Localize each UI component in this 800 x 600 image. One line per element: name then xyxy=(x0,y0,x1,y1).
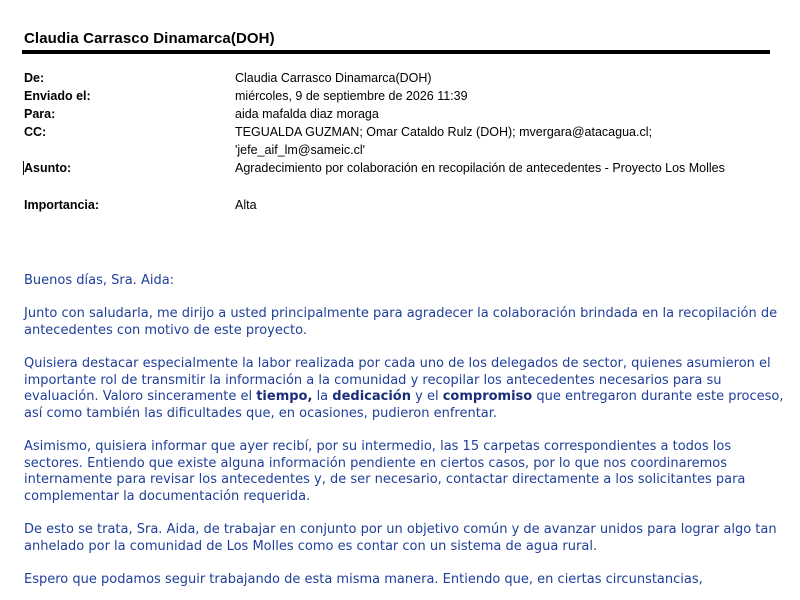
body-paragraph-2 xyxy=(24,356,784,422)
header-cc xyxy=(24,123,772,159)
cc-value-line2: 'jefe_aif_lm@sameic.cl' xyxy=(235,143,366,157)
cc-value-line1: TEGUALDA GUZMAN; Omar Cataldo Rulz (DOH); mvergara@atacagua.cl; xyxy=(235,125,652,139)
p2-text-d: y el xyxy=(411,389,443,405)
cc-label: CC: xyxy=(24,125,47,139)
email-headers xyxy=(24,69,772,214)
p2-text-c: la xyxy=(312,389,333,405)
p2-text-e: que entregaron durante este proceso, así como también las dificultades que, en ocasiones, pudieron enfrentar. xyxy=(24,389,784,421)
p2-bold-dedicacion: dedicación xyxy=(332,389,411,405)
greeting: Buenos días, Sra. Aida: xyxy=(24,273,175,288)
subject-label-text: Asunto: xyxy=(24,161,72,175)
cc-value xyxy=(235,123,772,159)
to-value: aida mafalda diaz moraga xyxy=(235,107,379,121)
from-label: De: xyxy=(24,71,45,85)
sender-title: Claudia Carrasco Dinamarca(DOH) xyxy=(24,30,275,47)
header-sent xyxy=(24,87,772,105)
header-subject xyxy=(24,159,772,177)
header-to xyxy=(24,105,772,123)
sent-label: Enviado el: xyxy=(24,89,91,103)
email-body xyxy=(24,273,784,600)
body-paragraph-1: Junto con saludarla, me dirijo a usted principalmente para agradecer la colaboración brindada en la recopilación de antecedentes con motivo de este proyecto. xyxy=(24,306,778,338)
body-paragraph-4: De esto se trata, Sra. Aida, de trabajar en conjunto por un objetivo común y de avanzar unidos para lograr algo tan anhelado por la comunidad de Los Molles como es contar con un sistema de agua rural. xyxy=(24,521,777,554)
subject-label xyxy=(24,159,235,177)
header-from xyxy=(24,69,772,87)
from-value: Claudia Carrasco Dinamarca(DOH) xyxy=(235,71,432,85)
body-paragraph-3: Asimismo, quisiera informar que ayer recibí, por su intermedio, las 15 carpetas correspondientes a todos los sectores. Entiendo que existe alguna información pendiente en ciertos casos, por lo que nos coordinaremos internamente para revisar los antecedentes y, de ser necesario, contactar directamente a los solicitantes para complementar la documentación requerida. xyxy=(24,438,746,504)
title-divider xyxy=(22,50,770,54)
p2-text-a: Quisiera destacar especialmente la labor realizada por cada uno de los delegados de sector, quienes asumieron el importante rol de transmitir la información a la comunidad y recopilar los antecedentes necesarios para su evaluación. Valoro sinceramente el xyxy=(24,355,771,405)
body-paragraph-5: Espero que podamos seguir trabajando de esta misma manera. Entiendo que, en ciertas circunstancias, xyxy=(24,571,703,587)
importance-label: Importancia: xyxy=(24,198,100,212)
p2-bold-compromiso: compromiso xyxy=(442,389,533,405)
importance-value: Alta xyxy=(235,198,257,212)
p2-bold-tiempo: tiempo, xyxy=(256,389,313,405)
header-importance xyxy=(24,196,772,214)
subject-value: Agradecimiento por colaboración en recopilación de antecedentes - Proyecto Los Molles xyxy=(235,161,725,175)
to-label: Para: xyxy=(24,107,56,121)
sent-value: miércoles, 9 de septiembre de 2026 11:39 xyxy=(235,89,468,103)
